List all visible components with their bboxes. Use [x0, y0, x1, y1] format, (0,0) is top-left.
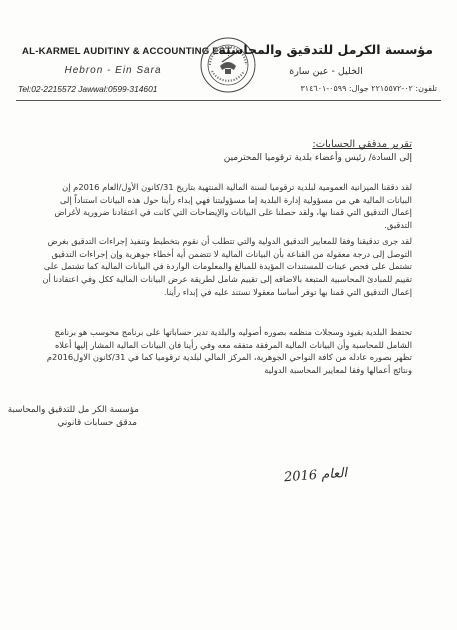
report-paragraph-3: تحتفظ البلدية بقيود وسجلات منظمه بصوره أصوليه والبلدية تدير حساباتها على برنامج محوسب هو برنامج الشامل للمحاسبة وأن البيانات المالية المرفقة متفقه معه وفي رأينا فان البيانات المالية المشار إليها أعلاه تظهر بصوره عادله من كافة النواحي الجوهرية، المركز المالي لبلدية ترقوميا كما في 31/كانون الاول2016م ونتائج أعمالها وفقا لمعايير المحاسبة الدولية	[46, 327, 412, 376]
report-paragraph-1: لقد دققنا الميزانية العمومية لبلدية ترقوميا لسنة المالية المنتهية بتاريخ 31/كانون الأول/العام 2016م إن البيانات المالية هي من مسؤولية إدارة البلدية إما مسؤوليتنا فهي إبداء رأينا حول هذه البيانات استناداً إلى إعمال التدقيق التي قمنا بها، ولقد حصلنا على البيانات والإيضاحات التي كانت في اعتقادنا ضرورية لأغراض التدقيق.	[54, 182, 412, 231]
signature-company-line: مؤسسة الكر مل للتدقيق والمحاسبة	[7, 405, 139, 415]
letterhead-arabic-company-name: مؤسسة الكرمل للتدقيق والمحاسبة	[218, 42, 433, 57]
report-paragraph-2: لقد جرى تدقيقنا وفقا للمعايير التدقيق الدولية والتي تتطلب أن نقوم بتخطيط وتنفيذ إجراءات التدقيق بغرض التوصل إلى درجة معقولة من القناعة بأن البيانات المالية لا تتضمن أية أخطاء جوهرية وإن إجراءات التدقيق تشتمل على فحص عينات للمستندات المؤيدة للمبالغ والمعلومات الواردة في البيانات المالية كما تشتمل على تقييم للمبادئ المحاسبية المتبعة بالاضافه إلى تقييم شامل لطريقة عرض البيانات المالية ككل وفي اعتقادنا أن إعمال التدقيق التي قمنا بها توفر أساسا معقولا نستند عليه في إبداء رأينا.	[42, 236, 412, 297]
letterhead-english-contact: Tel:02-2215572 Jawwal:0599-314601	[18, 84, 158, 94]
letterhead-english-company-name: AL-KARMEL AUDITINY & ACCOUNTING EST	[22, 46, 232, 57]
handwritten-year-note: العام 2016	[283, 465, 348, 486]
report-heading: تقرير مدققي الحسابات:	[312, 139, 412, 150]
letterhead-arabic-contact: تلفون: ٠٢-٢٢١٥٥٧٢ جوال: ٠٥٩٩-٣١٤٦٠١	[300, 84, 437, 93]
signature-title-line: مدقق حسابات قانوني	[57, 418, 137, 428]
report-recipient: إلى السادة/ رئيس وأعضاء بلدية ترقوميا المحترمين	[223, 153, 412, 163]
letterhead-english-city: Hebron - Ein Sara	[64, 65, 162, 76]
letterhead-divider	[16, 100, 441, 101]
letterhead-arabic-city: الخليل - عين سارة	[289, 66, 363, 77]
